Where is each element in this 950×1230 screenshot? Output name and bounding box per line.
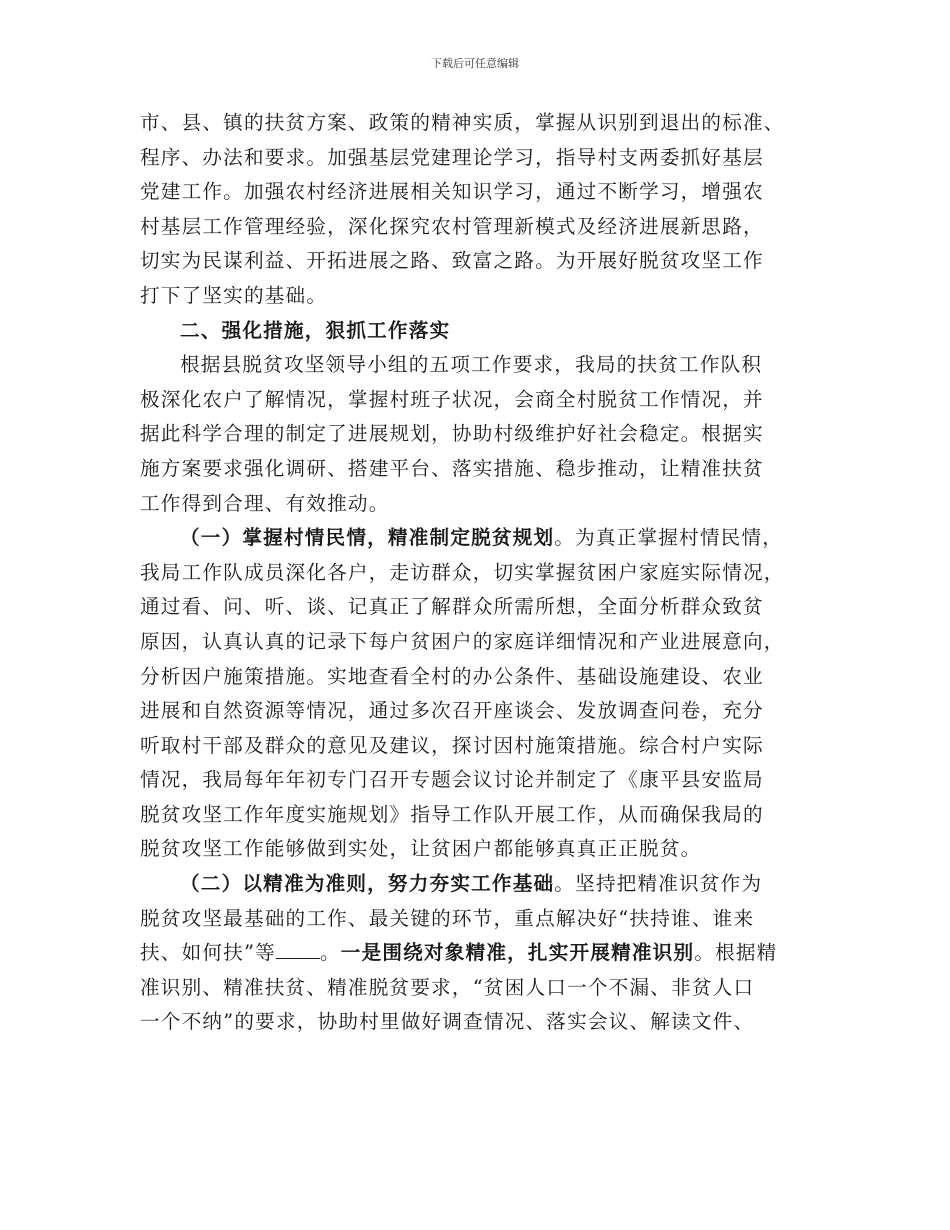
paragraph-line: 打下了坚实的基础。 — [140, 283, 328, 307]
paragraph-line: 工作得到合理、有效推动。 — [140, 491, 390, 515]
paragraph-line: 根据县脱贫攻坚领导小组的五项工作要求，我局的扶贫工作队积 — [180, 353, 763, 377]
document-body — [140, 106, 820, 1040]
fill-in-blank — [276, 940, 320, 959]
paragraph-line — [140, 936, 820, 971]
paragraph-line: 脱贫攻坚工作能够做到实处，让贫困户都能够真真正正脱贫。 — [140, 837, 702, 861]
paragraph-line: 程序、办法和要求。加强基层党建理论学习，指导村支两委抓好基层 — [140, 145, 764, 169]
paragraph-line: 准识别、精准扶贫、精准脱贫要求，“贫困人口一个不漏、非贫人口 — [140, 975, 755, 999]
paragraph-line: 市、县、镇的扶贫方案、政策的精神实质，掌握从识别到退出的标准、 — [140, 111, 785, 134]
paragraph-line: 脱贫攻坚工作年度实施规划》指导工作队开展工作，从而确保我局的 — [140, 802, 764, 826]
paragraph-line: 我局工作队成员深化各户，走访群众，切实掌握贫困户家庭实际情况， — [140, 560, 785, 584]
paragraph-line: 施方案要求强化调研、搭建平台、落实措施、稳步推动，让精准扶贫 — [140, 456, 764, 480]
paragraph-line: 据此科学合理的制定了进展规划，协助村级维护好社会稳定。根据实 — [140, 422, 764, 446]
paragraph-text: 。 — [319, 941, 341, 965]
paragraph-line — [140, 521, 820, 556]
paragraph-text: 。为真正掌握村情民情， — [554, 526, 784, 550]
paragraph-text: 。坚持把精准识贫作为 — [554, 872, 763, 896]
subsection-heading: （一）掌握村情民情，精准制定脱贫规划 — [180, 526, 555, 550]
paragraph-line: 通过看、问、听、谈、记真正了解群众所需所想，全面分析群众致贫 — [140, 595, 764, 619]
paragraph-line: 情况，我局每年年初专门召开专题会议讨论并制定了《康平县安监局 — [140, 768, 764, 792]
paragraph-line: 极深化农户了解情况，掌握村班子状况，会商全村脱贫工作情况，并 — [140, 387, 764, 411]
paragraph-line: 分析因户施策措施。实地查看全村的办公条件、基础设施建设、农业 — [140, 664, 764, 688]
paragraph-line: 原因，认真认真的记录下每户贫困户的家庭详细情况和产业进展意向， — [140, 629, 785, 653]
paragraph-line: 一个不纳”的要求，协助村里做好调查情况、落实会议、解读文件、 — [140, 1010, 755, 1034]
inline-bold-heading: 一是围绕对象精准，扎实开展精准识别 — [340, 941, 695, 965]
paragraph-line — [140, 867, 820, 902]
subsection-heading: （二）以精准为准则，努力夯实工作基础 — [180, 872, 555, 896]
paragraph-text: 。根据精 — [694, 941, 778, 965]
paragraph-line: 听取村干部及群众的意见及建议，探讨因村施策措施。综合村户实际 — [140, 733, 764, 757]
paragraph-line: 村基层工作管理经验，深化探究农村管理新模式及经济进展新思路， — [140, 214, 764, 238]
paragraph-line: 切实为民谋利益、开拓进展之路、致富之路。为开展好脱贫攻坚工作 — [140, 249, 764, 273]
paragraph-line: 进展和自然资源等情况，通过多次召开座谈会、发放调查问卷，充分 — [140, 699, 764, 723]
paragraph-text: 扶、如何扶”等 — [140, 941, 276, 965]
paragraph-line: 党建工作。加强农村经济进展相关知识学习，通过不断学习，增强农 — [140, 180, 764, 204]
section-heading: 二、强化措施，狠抓工作落实 — [180, 318, 451, 342]
paragraph-line: 脱贫攻坚最基础的工作、最关键的环节，重点解决好“扶持谁、谁来 — [140, 906, 755, 930]
page-header: 下载后可任意编辑 — [431, 57, 519, 70]
